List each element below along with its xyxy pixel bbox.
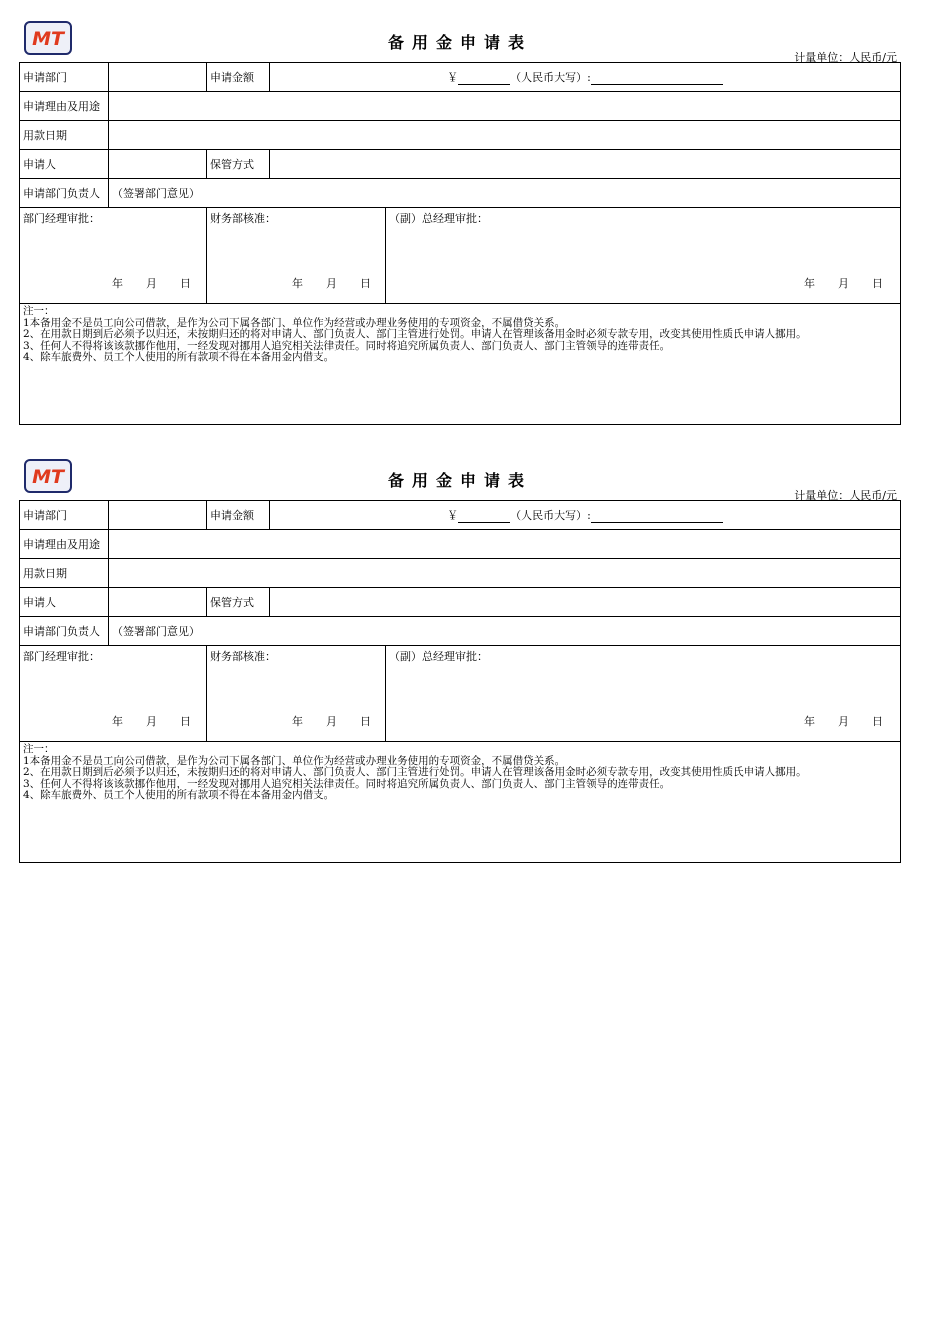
custody-label: 保管方式	[207, 588, 270, 617]
note-item: 1本备用金不是员工向公司借款，是作为公司下属各部门、单位作为经营或办理业务使用的专项资金，不属借贷关系。	[23, 754, 566, 767]
dept-label: 申请部门	[20, 501, 109, 530]
notes-title: 注一：	[23, 743, 55, 755]
amount-cn-label: （人民币大写）:	[510, 71, 591, 84]
dept-label: 申请部门	[20, 63, 109, 92]
amount-label: 申请金额	[207, 501, 270, 530]
gm-approve-cell[interactable]	[386, 646, 901, 742]
amount-label: 申请金额	[207, 63, 270, 92]
applicant-field[interactable]	[109, 150, 207, 179]
gm-approve-date: 年 月 日	[804, 715, 883, 728]
dept-head-field[interactable]	[109, 617, 901, 646]
dept-field[interactable]	[109, 501, 207, 530]
amount-cn-line[interactable]	[591, 510, 723, 523]
note-item: 3、任何人不得将该该款挪作他用，一经发现对挪用人追究相关法律责任。同时将追究所属负责人、部门负责人、部门主管领导的连带责任。	[23, 339, 671, 352]
custody-label: 保管方式	[207, 150, 270, 179]
currency-unit: 计量单位：人民币/元	[794, 489, 897, 502]
reason-label: 申请理由及用途	[20, 530, 109, 559]
dept-head-hint: （签署部门意见）	[112, 625, 200, 638]
note-item: 2、在用款日期到后必须予以归还，未按期归还的将对申请人、部门负责人、部门主管进行处罚。申请人在管理该备用金时必须专款专用，改变其使用性质氏申请人挪用。	[23, 766, 807, 778]
form-table	[19, 62, 901, 425]
form-title: 备用金申请表	[387, 33, 532, 52]
gm-approve-label: （副）总经理审批：	[389, 650, 488, 663]
notes-cell	[20, 304, 901, 425]
gm-approve-label: （副）总经理审批：	[389, 212, 488, 225]
mgr-approve-date: 年 月 日	[112, 277, 191, 290]
mgr-approve-label: 部门经理审批：	[23, 650, 100, 663]
dept-head-label: 申请部门负责人	[20, 179, 109, 208]
petty-cash-form-2	[0, 438, 950, 858]
gm-approve-date: 年 月 日	[804, 277, 883, 290]
reason-field[interactable]	[109, 530, 901, 559]
finance-approve-date: 年 月 日	[292, 715, 371, 728]
applicant-label: 申请人	[20, 588, 109, 617]
petty-cash-form-1	[0, 0, 950, 420]
svg-text:MT: MT	[32, 466, 64, 488]
note-item: 1本备用金不是员工向公司借款，是作为公司下属各部门、单位作为经营或办理业务使用的专项资金，不属借贷关系。	[23, 316, 566, 329]
date-label: 用款日期	[20, 559, 109, 588]
dept-head-label: 申请部门负责人	[20, 617, 109, 646]
notes-title: 注一：	[23, 305, 55, 317]
gm-approve-cell[interactable]	[386, 208, 901, 304]
dept-field[interactable]	[109, 63, 207, 92]
reason-label: 申请理由及用途	[20, 92, 109, 121]
currency-unit: 计量单位：人民币/元	[794, 51, 897, 64]
note-item: 4、除车旅费外、员工个人使用的所有款项不得在本备用金内借支。	[23, 789, 335, 801]
applicant-field[interactable]	[109, 588, 207, 617]
mgr-approve-cell[interactable]	[20, 208, 207, 304]
svg-text:MT: MT	[32, 28, 64, 50]
mgr-approve-label: 部门经理审批：	[23, 212, 100, 225]
amount-field[interactable]	[270, 63, 901, 92]
date-field[interactable]	[109, 559, 901, 588]
notes-cell	[20, 742, 901, 863]
amount-field[interactable]	[270, 501, 901, 530]
finance-approve-label: 财务部核准：	[210, 650, 276, 663]
finance-approve-date: 年 月 日	[292, 277, 371, 290]
form-table	[19, 500, 901, 863]
dept-head-hint: （签署部门意见）	[112, 187, 200, 200]
note-item: 3、任何人不得将该该款挪作他用，一经发现对挪用人追究相关法律责任。同时将追究所属负责人、部门负责人、部门主管领导的连带责任。	[23, 777, 671, 790]
form-title: 备用金申请表	[387, 471, 532, 490]
mgr-approve-date: 年 月 日	[112, 715, 191, 728]
finance-approve-cell[interactable]	[207, 208, 386, 304]
dept-head-field[interactable]	[109, 179, 901, 208]
custody-field[interactable]	[270, 150, 901, 179]
currency-symbol: ￥	[447, 71, 459, 84]
amount-number-line[interactable]	[458, 72, 510, 85]
reason-field[interactable]	[109, 92, 901, 121]
finance-approve-label: 财务部核准：	[210, 212, 276, 225]
finance-approve-cell[interactable]	[207, 646, 386, 742]
applicant-label: 申请人	[20, 150, 109, 179]
amount-number-line[interactable]	[458, 510, 510, 523]
note-item: 4、除车旅费外、员工个人使用的所有款项不得在本备用金内借支。	[23, 351, 335, 363]
amount-cn-label: （人民币大写）:	[510, 509, 591, 522]
date-field[interactable]	[109, 121, 901, 150]
note-item: 2、在用款日期到后必须予以归还，未按期归还的将对申请人、部门负责人、部门主管进行处罚。申请人在管理该备用金时必须专款专用，改变其使用性质氏申请人挪用。	[23, 328, 807, 340]
date-label: 用款日期	[20, 121, 109, 150]
custody-field[interactable]	[270, 588, 901, 617]
mgr-approve-cell[interactable]	[20, 646, 207, 742]
amount-cn-line[interactable]	[591, 72, 723, 85]
currency-symbol: ￥	[447, 509, 459, 522]
